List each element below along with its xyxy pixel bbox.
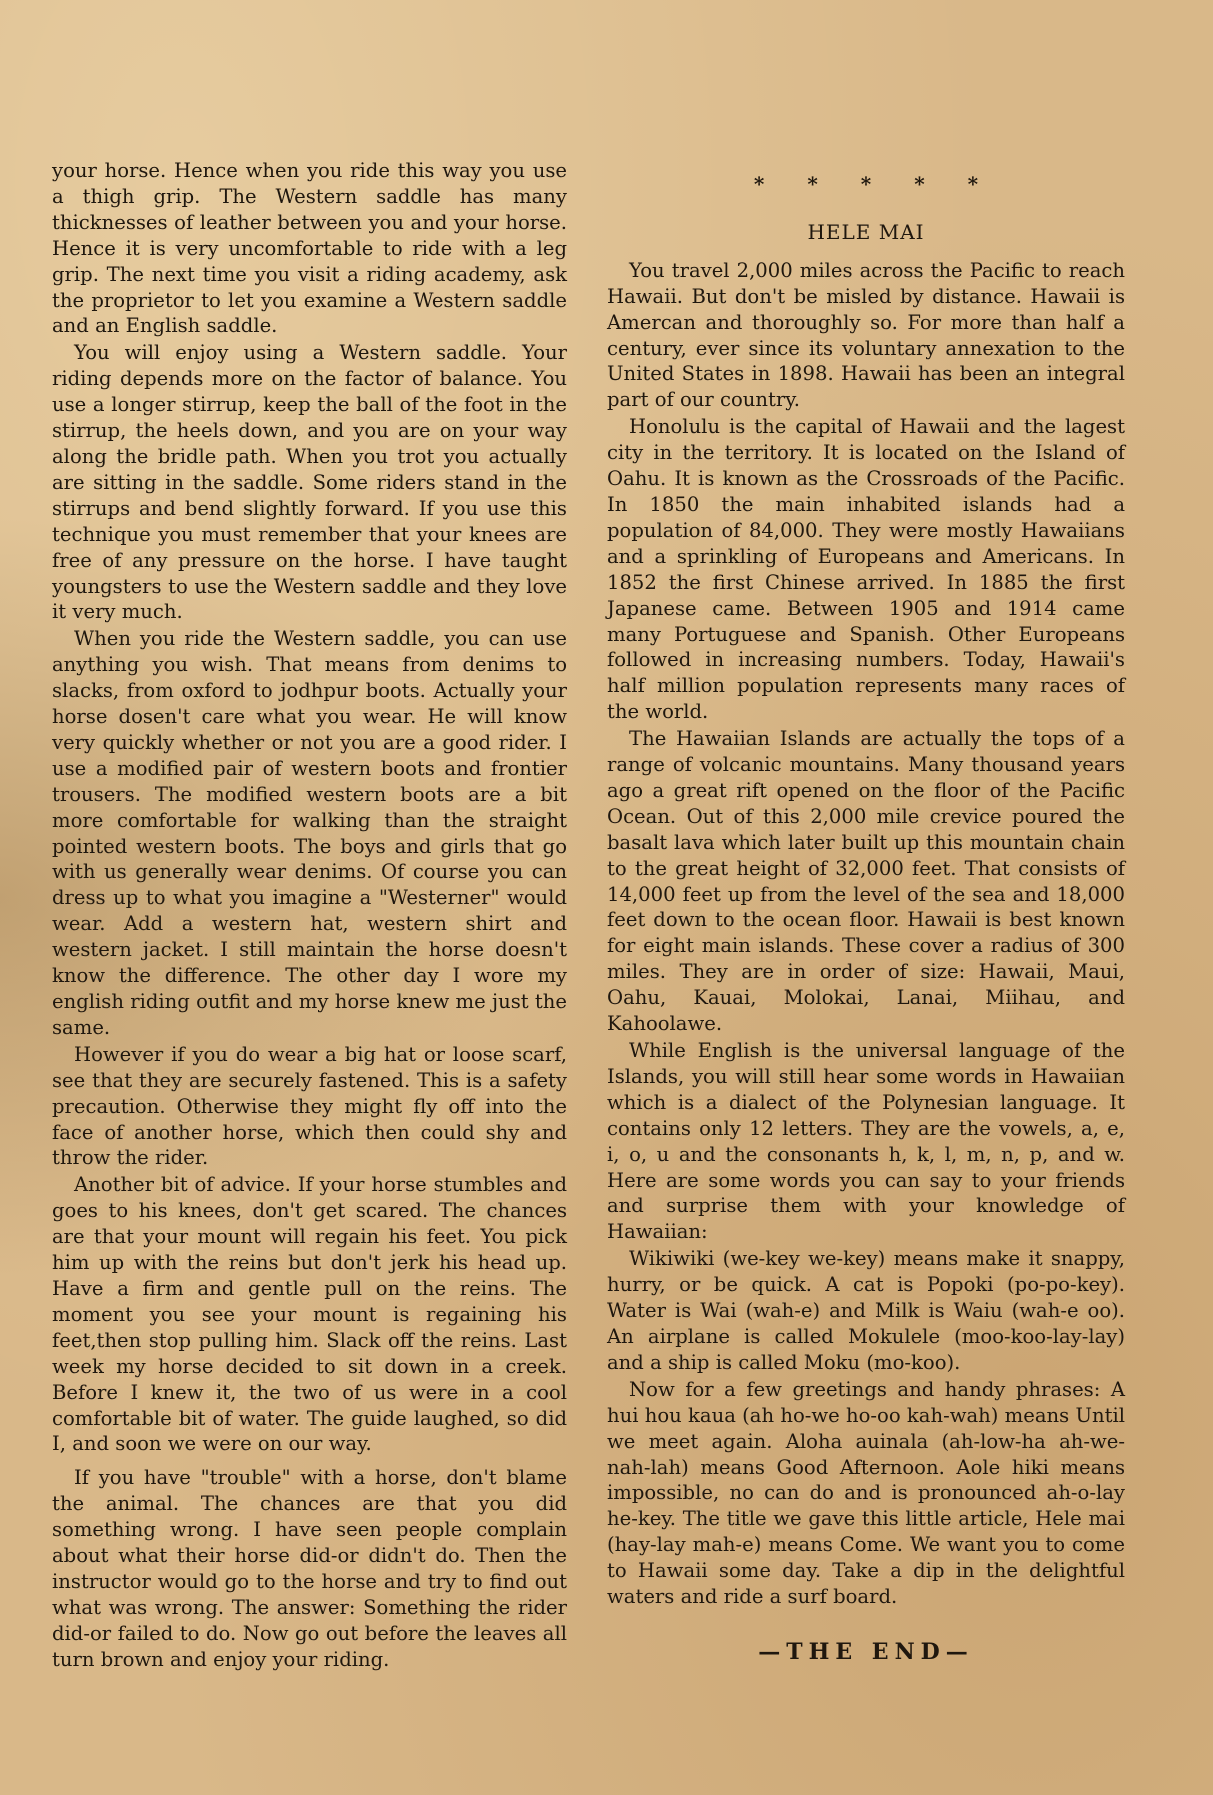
paragraph: You will enjoy using a Western saddle. Your riding depends more on the factor of balance. You use a longer stirrup, keep the ball of the foot in the stirrup, the heels down, and you are on your way along the bridle path. When you trot you actually are sitting in the saddle. Some riders stand in the stirrups and bend slightly forward. If you use this technique you must remember that your knees are free of any pressure on the horse. I have taught youngsters to use the Western saddle and they love it very much.: [52, 341, 567, 624]
paragraph: Honolulu is the capital of Hawaii and the lagest city in the territory. It is located on the Island of Oahu. It is known as the Crossroads of the Pacific. In 1850 the main inhabited islands had a population of 84,000. They were mostly Hawaiians and a sprinkling of Europeans and Americans. In 1852 the first Chinese arrived. In 1885 the first Japanese came. Between 1905 and 1914 came many Portuguese and Spanish. Other Europeans followed in increasing numbers. Today, Hawaii's half million population represents many races of the world.: [607, 415, 1125, 724]
paragraph: When you ride the Western saddle, you can use anything you wish. That means from denims to slacks, from oxford to jodhpur boots. Actually your horse dosen't care what you wear. He will know very quickly whether or not you are a good rider. I use a modified pair of western boots and frontier trousers. The modified western boots are a bit more comfortable for walking than the straight pointed western boots. The boys and girls that go with us generally wear denims. Of course you can dress up to what you imagine a "Westerner" would wear. Add a western hat, western shirt and western jacket. I still maintain the horse doesn't know the difference. The other day I wore my english riding outfit and my horse knew me just the same.: [52, 627, 567, 1039]
paragraph: You travel 2,000 miles across the Pacific to reach Hawaii. But don't be misled by distance. Hawaii is Amercan and thoroughly so. For more than half a century, ever since its voluntary annexation to the United States in 1898. Hawaii has been an integral part of our country.: [607, 258, 1125, 412]
right-column: [607, 172, 1125, 1666]
paragraph: Now for a few greetings and handy phrases: A hui hou kaua (ah ho-we ho-oo kah-wah) means Until we meet again. Aloha auinala (ah-low-ha ah-we-nah-lah) means Good Afternoon. Aole hiki means impossible, no can do and is pronounced ah-o-lay he-key. The title we gave this little article, Hele mai (hay-lay mah-e) means Come. We want you to come to Hawaii some day. Take a dip in the delightful waters and ride a surf board.: [607, 1377, 1125, 1609]
section-separator: * * * * *: [753, 172, 997, 196]
paragraph: Wikiwiki (we-key we-key) means make it snappy, hurry, or be quick. A cat is Popoki (po-po-key). Water is Wai (wah-e) and Milk is Waiu (wah-e oo). An airplane is called Mokulele (moo-koo-lay-lay) and a ship is called Moku (mo-koo).: [607, 1247, 1125, 1374]
the-end-label: —THE END—: [758, 1638, 974, 1665]
paragraph: While English is the universal language of the Islands, you will still hear some words in Hawaiian which is a dialect of the Polynesian language. It contains only 12 letters. They are the vowels, a, e, i, o, u and the consonants h, k, l, m, n, p, and w. Here are some words you can say to your friends and surprise them with your knowledge of Hawaiian:: [607, 1039, 1125, 1244]
paragraph: If you have "trouble" with a horse, don't blame the animal. The chances are that you did something wrong. I have seen people complain about what their horse did-or didn't do. Then the instructor would go to the horse and try to find out what was wrong. The answer: Something the rider did-or failed to do. Now go out before the leaves all turn brown and enjoy your riding.: [52, 1466, 567, 1671]
paragraph: your horse. Hence when you ride this way you use a thigh grip. The Western saddle has many thicknesses of leather between you and your horse. Hence it is very uncomfortable to ride with a leg grip. The next time you visit a riding academy, ask the proprietor to let you examine a Western saddle and an English saddle.: [52, 159, 567, 338]
paragraph: However if you do wear a big hat or loose scarf, see that they are securely fastened. This is a safety precaution. Otherwise they might fly off into the face of another horse, which then could shy and throw the rider.: [52, 1042, 567, 1170]
paragraph: Another bit of advice. If your horse stumbles and goes to his knees, don't get scared. The chances are that your mount will regain his feet. You pick him up with the reins but don't jerk his head up. Have a firm and gentle pull on the reins. The moment you see your mount is regaining his feet,then stop pulling him. Slack off the reins. Last week my horse decided to sit down in a creek. Before I knew it, the two of us were in a cool comfortable bit of water. The guide laughed, so did I, and soon we were on our way.: [52, 1173, 567, 1456]
left-column: [52, 158, 567, 1674]
paragraph: The Hawaiian Islands are actually the tops of a range of volcanic mountains. Many thousand years ago a great rift opened on the floor of the Pacific Ocean. Out of this 2,000 mile crevice poured the basalt lava which later built up this mountain chain to the great height of 32,000 feet. That consists of 14,000 feet up from the level of the sea and 18,000 feet down to the ocean floor. Hawaii is best known for eight main islands. These cover a radius of 300 miles. They are in order of size: Hawaii, Maui, Oahu, Kauai, Molokai, Lanai, Miihau, and Kahoolawe.: [607, 727, 1125, 1036]
article-title: HELE MAI: [807, 219, 925, 244]
